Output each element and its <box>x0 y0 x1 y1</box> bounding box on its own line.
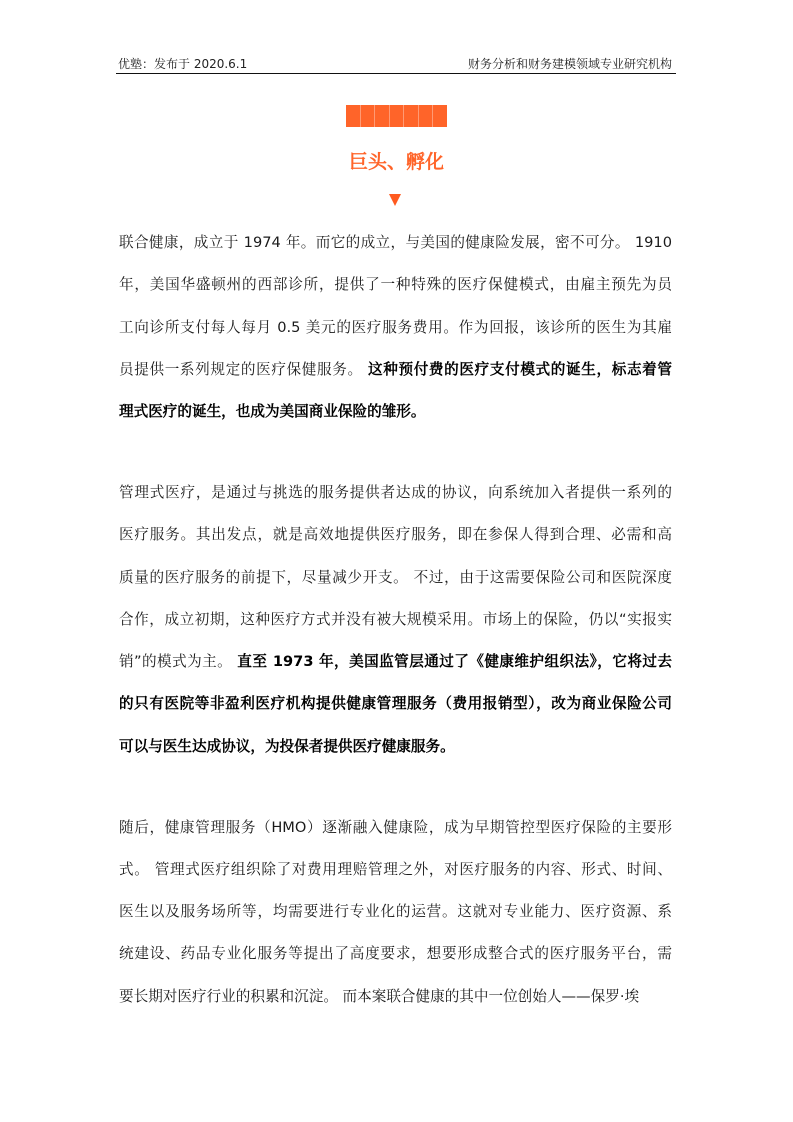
text-run: 医生以及服务场所等，均需要进行专业化的运营。这就对专业能力、医疗资源、系 <box>119 903 672 921</box>
text-line <box>119 986 672 1028</box>
text-run: 随后，健康管理服务（HMO）逐渐融入健康险，成为早期管控型医疗保险的主要形 <box>119 818 672 836</box>
text-line <box>119 524 672 566</box>
text-line <box>119 651 672 693</box>
text-line <box>119 859 672 901</box>
text-run: 联合健康，成立于 1974 年。而它的成立，与美国的健康险发展，密不可分。 1910 <box>119 234 672 251</box>
header-publish-date: 优塾：发布于 2020.6.1 <box>118 57 248 71</box>
bold-text: 理式医疗的诞生，也成为美国商业保险的雏形。 <box>119 403 426 421</box>
text-run: 销”的模式为主。 <box>119 653 238 671</box>
text-run: 要长期对医疗行业的积累和沉淀。 而本案联合健康的其中一位创始人——保罗·埃 <box>119 987 640 1005</box>
text-line <box>119 609 672 651</box>
text-run: 工向诊所支付每人每月 0.5 美元的医疗服务费用。作为回报，该诊所的医生为其雇 <box>119 318 672 336</box>
text-run: 员提供一系列规定的医疗保健服务。 <box>119 360 368 378</box>
text-line <box>119 317 672 359</box>
section-title: 巨头、孵化 <box>348 151 444 173</box>
header-divider <box>116 73 676 74</box>
decoration-block <box>419 105 434 127</box>
text-line <box>119 482 672 524</box>
bold-text: 的只有医院等非盈利医疗机构提供健康管理服务（费用报销型），改为商业保险公司 <box>119 695 672 713</box>
bold-text: 可以与医生达成协议，为投保者提供医疗健康服务。 <box>119 737 455 755</box>
article-body <box>119 232 672 1028</box>
text-line <box>119 274 672 316</box>
paragraph-gap <box>119 778 672 817</box>
text-line <box>119 693 672 735</box>
text-run: 式。 管理式医疗组织除了对费用理赔管理之外，对医疗服务的内容、形式、时间、 <box>119 860 672 878</box>
text-run: 合作，成立初期，这种医疗方式并没有被大规模采用。市场上的保险，仍以“实报实 <box>119 610 672 628</box>
text-line <box>119 817 672 859</box>
paragraph <box>119 232 672 443</box>
section-decoration-blocks <box>346 105 447 127</box>
decoration-block <box>361 105 376 127</box>
decoration-block <box>433 105 447 127</box>
text-line <box>119 232 672 274</box>
text-line <box>119 943 672 985</box>
down-triangle-icon <box>389 194 401 206</box>
bold-text: 直至 1973 年，美国监管层通过了《健康维护组织法》，它将过去 <box>237 653 673 671</box>
text-run: 质量的医疗服务的前提下，尽量减少开支。 不过，由于这需要保险公司和医院深度 <box>119 568 672 586</box>
decoration-block <box>390 105 405 127</box>
text-run: 统建设、药品专业化服务等提出了高度要求，想要形成整合式的医疗服务平台，需 <box>119 945 672 963</box>
decoration-block <box>346 105 361 127</box>
header-org-tagline: 财务分析和财务建模领域专业研究机构 <box>467 57 672 71</box>
text-line <box>119 901 672 943</box>
text-run: 医疗服务。其出发点，就是高效地提供医疗服务，即在参保人得到合理、必需和高 <box>119 526 672 544</box>
paragraph-gap <box>119 443 672 482</box>
decoration-block <box>375 105 390 127</box>
decoration-block <box>404 105 419 127</box>
text-run: 管理式医疗，是通过与挑选的服务提供者达成的协议，向系统加入者提供一系列的 <box>119 483 672 501</box>
text-line <box>119 359 672 401</box>
text-line <box>119 401 672 443</box>
text-line <box>119 736 672 778</box>
paragraph <box>119 482 672 778</box>
text-line <box>119 567 672 609</box>
text-run: 年，美国华盛顿州的西部诊所，提供了一种特殊的医疗保健模式，由雇主预先为员 <box>119 276 672 294</box>
paragraph <box>119 817 672 1028</box>
bold-text: 这种预付费的医疗支付模式的诞生，标志着管 <box>368 360 672 378</box>
